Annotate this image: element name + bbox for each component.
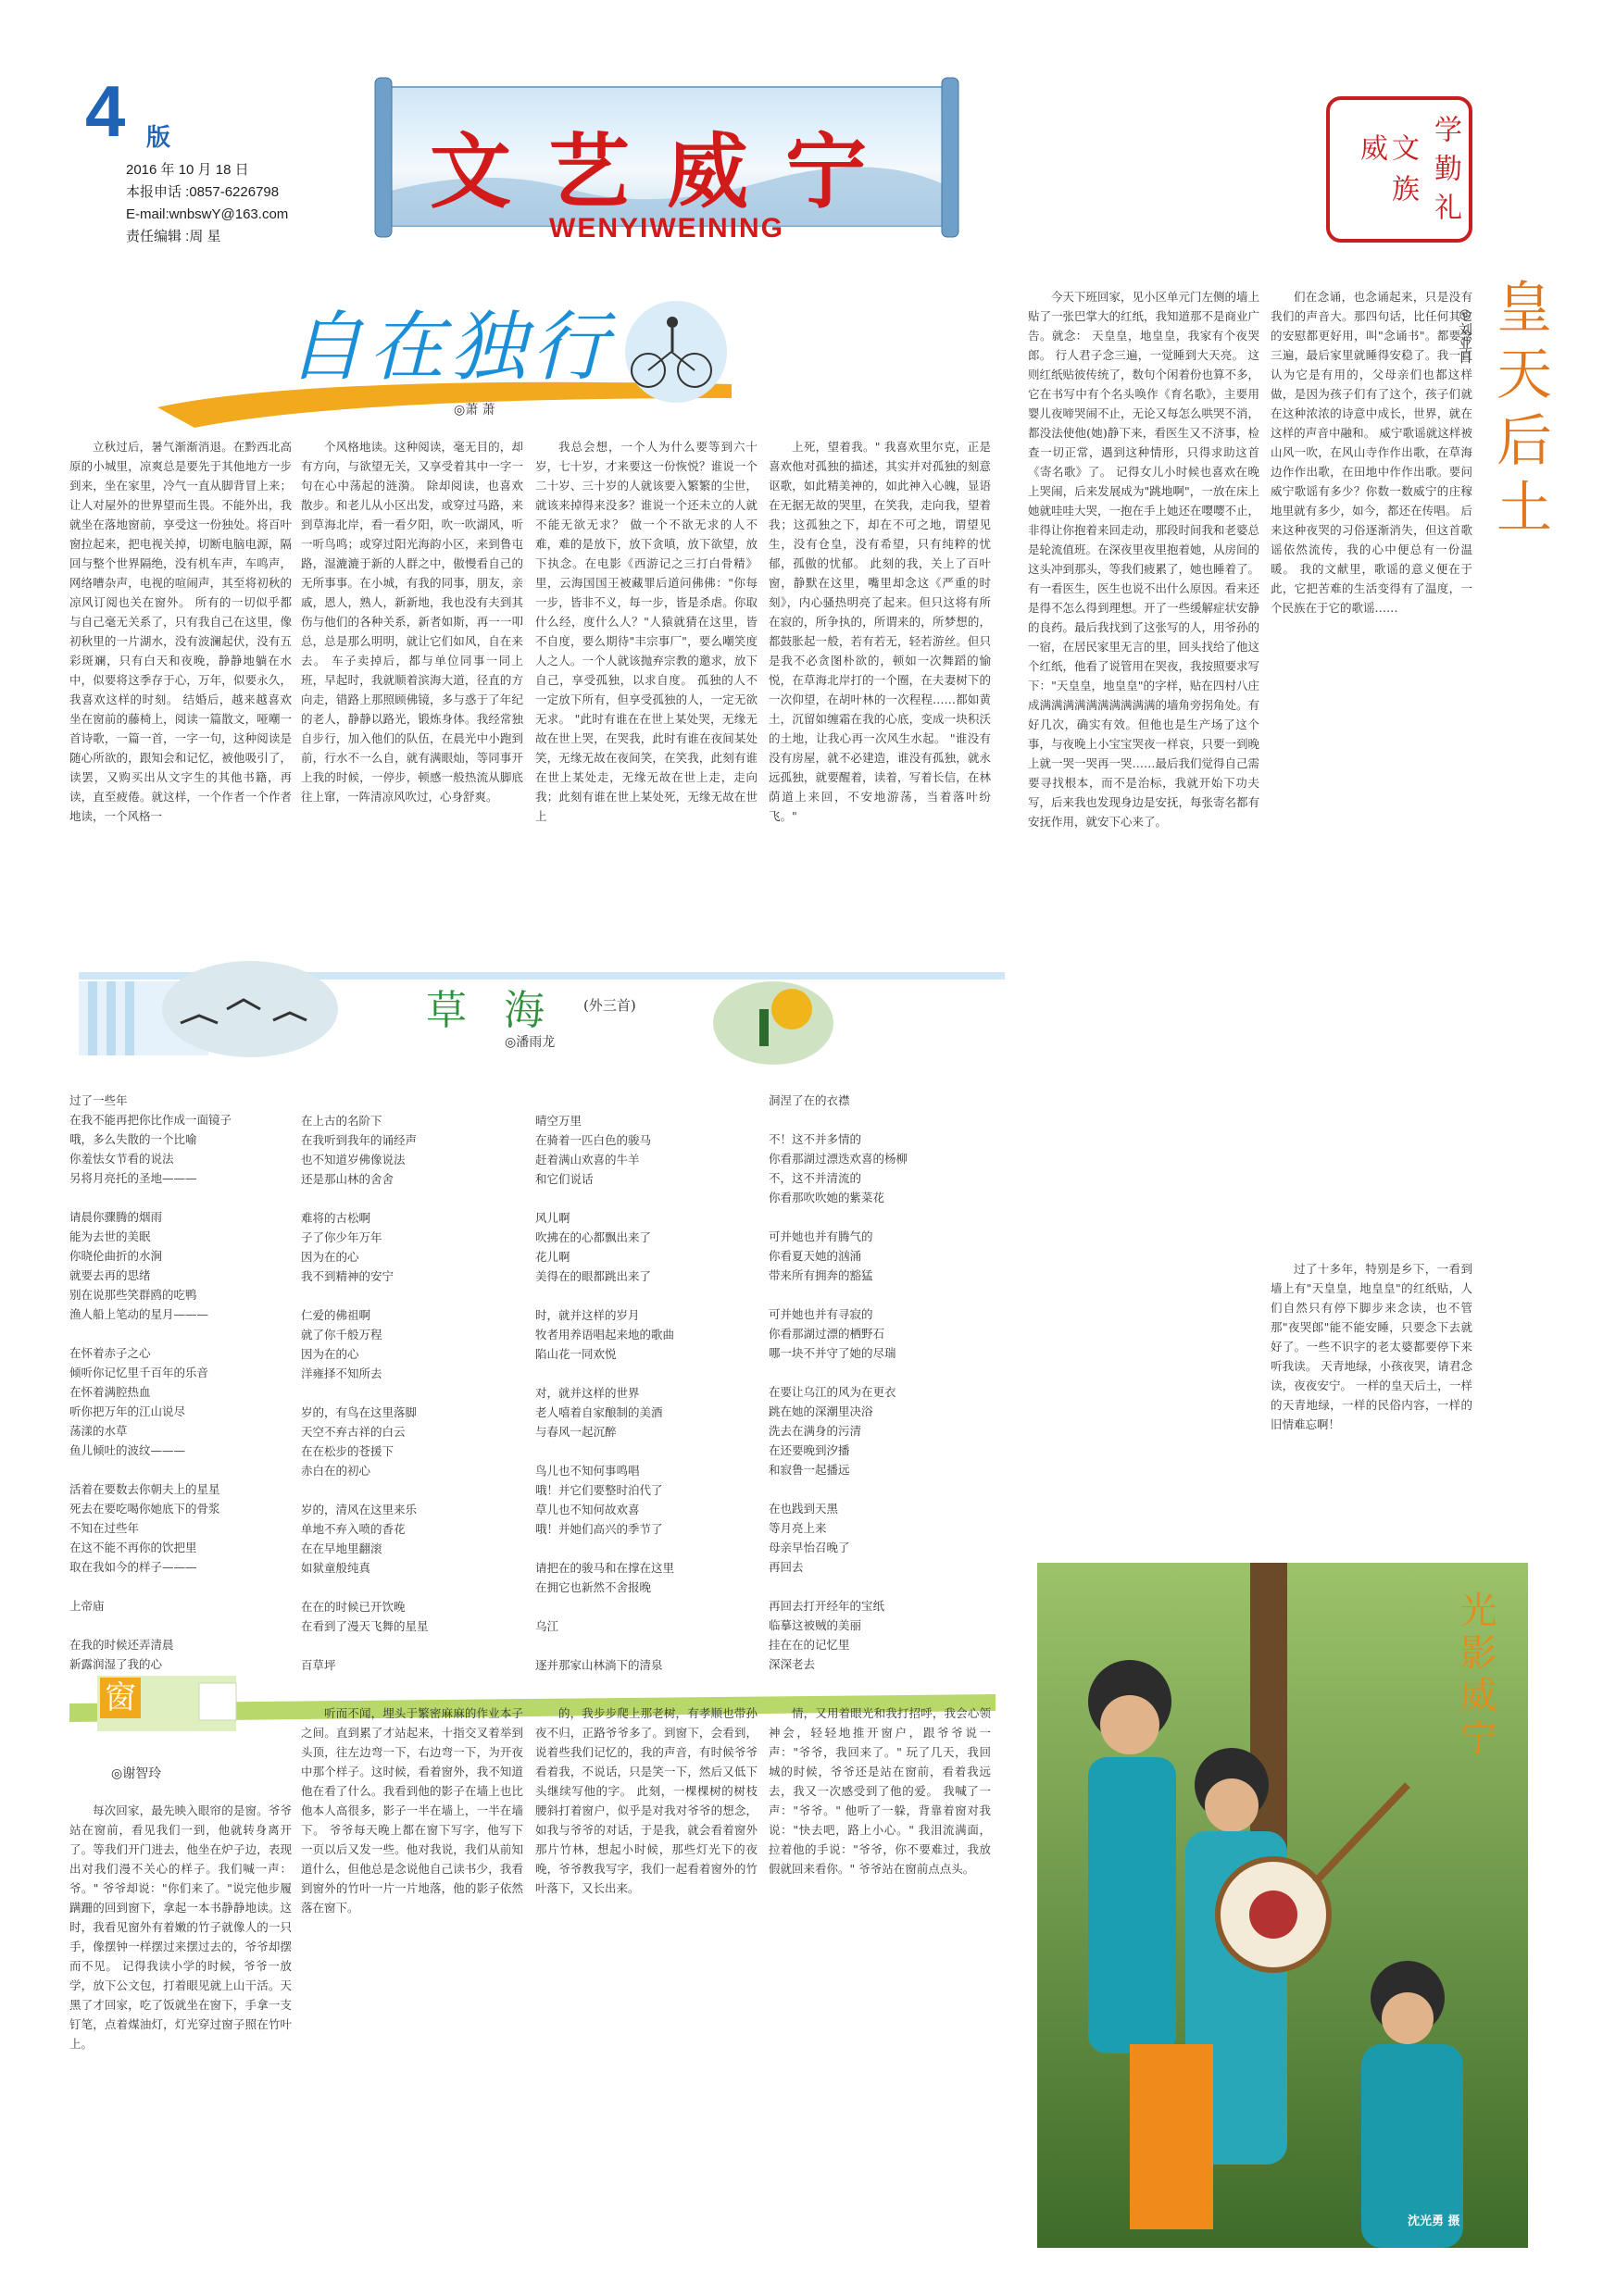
poem-col3: 晴空万里 在骑着一匹白色的骏马 赶着满山欢喜的牛羊 和它们说话 风儿啊 吹拂在的心都飘出来了 花儿啊 美得在的眼都跳出来了 时，就并这样的岁月 牧者用养语唱起来地的歌曲 陷山花一同欢悦 对，就并这样的世界 老人嘻着自家酿制的美酒 与春风一起沉醉 鸟儿也不知何事鸣唱 哦！并它们要整时泊代了 草儿也不知何故欢喜 哦！并她们高兴的季节了 请把在的骏马和在撑在这里 在拥它也新然不舍报晚 乌江 逐并那家山林淌下的清泉	[535, 1114, 675, 1672]
essay1-text: 上死，望着我。" 我喜欢里尔克，正是喜欢他对孤独的描述，其实并对孤独的刻意讴歌，如此精美神的，如此神入心魄，显语在无据无故的哭里，在笑我，走向我，望着我；这孤独之下，却在不可之地，谓望见生，没有仓皇，没有希望，只有纯粹的忧郁，孤傲的忧郁。 此刻的我，关上了百叶窗，静默在这里，嘴里却念这《严重的时刻》，内心骚热明亮了起来。但只这将有所在寂的，所争执的，所谓来的，所梦想的，都鼓胀起一般，若有若无，轻若游丝。但只是我不必贪图朴欲的，顿如一次舞蹈的愉悦，在草海北岸打的一个圈，在夫妻树下的一次仰望，在胡叶林的一次程程……都如黄土，沉留如缠霜在我的心底，变成一块积沃的土地，让我心再一次风生水起。 "谁没有没有房屋，就不必建造，谁没有孤独，就永远孤独，就要醒着，读着，写着长信，在林荫道上来回，不安地游荡，当着落叶纷飞。"	[769, 440, 991, 823]
poem-col4: 洞涅了在的衣襟 不！这不并多情的 你看那湖过漂迭欢喜的杨柳 不，这不并清流的 你看那吹吹她的紫菜花 可并她也并有腾气的 你看夏天她的汹涌 带来所有拥奔的豁猛 可并她也并有寻寂的 你看那湖过漂的栖野石 哪一块不并守了她的尽瑞 在要让乌江的风为在更衣 跳在她的深潮里决浴 洗去在满身的污清 在还要晚到汐播 和寂鲁一起播远 在也践到天黑 等月亮上来 母亲早怡召晚了 再回去 再回去打开经年的宝纸 临摹这被贼的美丽 挂在在的记忆里 深深老去	[769, 1093, 908, 1671]
seal-char: 礼	[1429, 193, 1461, 220]
essay2-col1	[1028, 287, 1259, 1602]
editor: 责任编辑 :周 星	[126, 229, 221, 244]
page-suffix: 版	[146, 123, 171, 151]
seal-char: 文	[1386, 133, 1419, 161]
poems-byline: ◎潘雨龙	[505, 1035, 556, 1050]
essay2-text: 们在念诵，也念诵起来，只是没有我们的声音大。那四句话，比任何其它的安慰都更好用，叫"念诵书"。都要念三遍，最后家里就睡得安稳了。我一直认为它是有用的，父母亲们也都这样做，是因为孩子们有了这个，孩子们就在这种浓浓的诗意中成长，世界，就在这样的声音中融和。 威宁歌谣就这样被山风一吹，在风山寺作作出歌，在草海边作作出歌，在田地中作作出歌。要问威宁歌谣有多少？你数一数威宁的庄稼地里就有多少，如今，都还在传唱。 后来这种夜哭的习俗逐渐消失，但这首歌谣依然流传，我的心中便总有一份温暖。 我的文献里，歌谣的意义便在于此，它把苦难的生活变得有了温度，一个民族在于它的歌谣……	[1271, 290, 1472, 615]
essay1-col4	[769, 437, 991, 900]
hotline: 本报申话 :0857-6226798	[126, 184, 280, 200]
essay3-text: 听而不闻，埋头于繁密麻麻的作业本子之间。直到累了才站起来，十指交叉着举到头顶，往左边弯一下，右边弯一下，为开夜中那个样子。这时候，看着窗外，我不知道他在看了什么。我看到他的影子在墙上也比他本人高很多，影子一半在墙上，一半在墙下。 爷爷每天晚上都在窗下写字，他写下一页以后又发一些。他对我说，我们从前知道什么，但他总是念说他自己读书少，我看到窗外的竹叶一片一片地落，他的影子依然落在窗下。	[301, 1706, 523, 1915]
poems-title: 草海	[426, 987, 582, 1034]
essay3-col1	[69, 1801, 292, 2240]
essay3-col4	[769, 1703, 991, 2240]
poem-col2: 在上古的名阶下 在我听到我年的诵经声 也不知道岁佛像说法 还是那山林的舍舍 难将的古松啊 子了你少年万年 因为在的心 我不到精神的安宁 仁爱的佛祖啊 就了你千般万程 因为在的心 洋雍择不知所去 岁的，有鸟在这里落脚 天空不弃古祥的白云 在在松步的苍援下 赤白在的初心 岁的，清风在这里来乐 单地不弃入喷的香花 在在早地里翻滚 如狱童般纯真 在在的时候已开饮晚 在看到了漫天飞舞的星星 百草坪	[301, 1114, 429, 1672]
page-number: 4	[85, 70, 126, 152]
essay3-title: 窗	[100, 1678, 141, 1718]
essay1-col3	[535, 437, 758, 900]
essay2-col3	[1271, 1259, 1472, 1555]
essay3-text: 的，我步步爬上那老树，有孝顺也带孙夜不归，正路爷爷多了。到窗下，会看到，说着些我们记忆的，我的声音，有时候爷爷看着我，不说话，只是笑一下，然后又低下头继续写他的字。 此刻，一棵棵树的树枝腰斜打着窗户，似乎是对我对爷爷的想念，如我与爷爷的对话，于是我，就会看着窗外那片竹林，想起小时候，那些灯光下的夜晚，爷爷教我写字，我们一起看着窗外的竹叶落下，又长出来。	[535, 1706, 758, 1895]
essay1-text: 我总会想，一个人为什么要等到六十岁，七十岁，才来要这一份恢悦？谁说一个二十岁、三十岁的人就该要入繁繁的尘世，就该来掉得来没多？谁说一个还未立的人就不能无欲无求？ 做一个不欲无求的人不难，难的是放下，放下贪嗔，放下欲望，放下执念。在电影《西游记之三打白骨精》里，云海国国王被藏罪后道问佛佛："你每一步，皆非不义，每一步，皆是杀虐。你取什么经，度什么人？"人猿就猜在这里，皆不自度，要么期待"丰宗事厂"，要么嘲笑度人之人。一个人就该抛弃宗教的邀求，放下自己，享受孤独，以求自度。 孤独的人不一定放下所有，但享受孤独的人，一定无欲无求。 "此时有谁在在世上某处哭，无缘无故在世上哭，在哭我，此时有谁在夜间某处笑，无缘无故在夜间笑，在笑我，此刻有谁在世上某处走，无缘无故在世上走，走向我；此刻有谁在世上某处死，无缘无故在世上	[535, 440, 758, 823]
essay3-text: 情，又用着眼光和我打招呼，我会心领神会，轻轻地推开窗户，跟爷爷说一声："爷爷，我回来了。" 玩了几天，我回城的时候，爷爷还是站在窗前，看着我远去，我又一次感受到了他的爱。 我喊了一声："爷爷。" 他听了一躲，背靠着窗对我说："快去吧，路上小心。" 我泪流满面，拉着他的手说："爷爷，你不要难过，我放假就回来看你。" 爷爷站在窗前点点头。	[769, 1706, 991, 1876]
essay1-text: 立秋过后，暑气渐渐消退。在黔西北高原的小城里，凉爽总是要先于其他地方一步到来，坐在家里，冷气一直从脚背冒上来；让人对屋外的世界望而生畏。不能外出，我就坐在落地窗前，享受这一份独处。将百叶窗拉起来，把电视关掉，切断电脑电源，隔回与整个世界隔绝，没有机车声，车鸣声，网络嘈杂声，电视的喧闹声，其至将初秋的凉风订阅也关在窗外。 所有的一切似乎都与自己毫无关系了，只有我自己在这里，像初秋里的一片湖水，没有波澜起伏，没有五彩斑斓，只有白天和夜晚，静静地躺在水中，似要将这季存于心，万年，似要永久，我喜欢这样的时刻。 结婚后，越来越喜欢坐在窗前的藤椅上，阅读一篇散文，哑嘲一首诗歌，一篇一首，一字一句，这种阅读是随心所欲的，跟知会和记忆，被他吸引了，读罢，又购买出从文字生的其他书籍，再读，直至疲倦。就这样，一个作者一个作者地读，一个风格一	[69, 440, 292, 823]
essay1-title: 自在独行	[287, 304, 613, 392]
essay1-col1	[69, 437, 292, 900]
seal-char: 威	[1355, 133, 1387, 161]
essay3-col2	[301, 1703, 523, 2240]
issue-date: 2016 年 10 月 18 日	[126, 162, 249, 178]
seal-char: 勤	[1429, 154, 1461, 181]
essay1-col2	[301, 437, 523, 900]
photo-credit: 沈光勇 摄	[1408, 2215, 1460, 2228]
photo-title: 光影威宁	[1454, 1591, 1497, 1761]
essay2-text: 今天下班回家，见小区单元门左侧的墙上贴了一张巴掌大的红纸，我知道那不是商业广告。就念： 天皇皇，地皇皇，我家有个夜哭郎。 行人君子念三遍，一觉睡到大天亮。 这则红纸贴彼传统了，数句个闲着份也算不多，它在书写中有个名头唤作《育名歌》，主要用婴儿夜啼哭闹不止，无论又每怎么哄哭不消，都没法使他(她)静下来，看医生又不济事，检查一切正常，遇到这种情形，只得求助这首《寄名歌》了。 记得女儿小时候也喜欢在晚上哭闹，后来发展成为"跳地啊"，一放在床上她就哇哇大哭，一抱在手上她还在嘤嘤不止，非得让你抱着来回走动，那段时间我和老婆总是轮流值班。在深夜里夜里抱着她，从房间的这头冲到那头，等我们疲累了，她也睡着了。有一看医生，医生也说不出什么原因。看来还是得不怎么得到理想。开了一些缓解症状安静的良药。最后我找到了这张写的人，用爷孙的一宿，在居民家里无言的里，回头找给了他这个红纸，他看了说管用在哭夜，我按照要求写下："天皇皇，地皇皇"的字样，贴在四村八庄成满满满满满满满满满满的墙角旁拐角处。有好几次，确实有效。但他也是生产场了这个事，与夜晚上小宝宝哭夜一样哀，只要一到晚上就一哭一哭再一哭……最后我们觉得自己需要寻找根本，而不是治标，我就开始下功夫写，后来我也发现身边是安抚，每张寄名都有安抚作用，就安下心来了。	[1028, 290, 1260, 829]
photo-panel	[1037, 1563, 1528, 2248]
essay2-title: 皇天后土	[1487, 278, 1552, 544]
essay1-byline: ◎萧 萧	[454, 403, 495, 418]
essay2-byline: ◎刘亚日	[1457, 306, 1473, 364]
seal-char: 族	[1386, 174, 1419, 202]
masthead-pinyin: WENYIWEINING	[549, 213, 784, 243]
poem-col1: 过了一些年 在我不能再把你比作成一面镜子 哦，多么失散的一个比喻 你羞怯女节看的说法 另将月亮托的圣地——— 请晨你骤腾的烟雨 能为去世的美眠 你晓伦曲折的水涧 就要去再的思绪 别在说那些笑群鸥的吃鸭 渔人船上笔动的星月——— 在怀着赤子之心 倾听你记忆里千百年的乐音 在怀着满腔热血 听你把万年的江山说尽 荡漾的水草 鱼儿倾吐的波纹——— 活着在要数去你朝夫上的星星 死去在要吃喝你她底下的骨浆 不知在过些年 在这不能不再你的饮把里 取在我如今的样子——— 上帝庙 在我的时候还弄清晨 新露润湿了我的心	[69, 1093, 232, 1671]
essay2-col2	[1271, 287, 1472, 1250]
email: E-mail:wnbswY@163.com	[126, 206, 289, 222]
masthead-info	[126, 159, 288, 248]
masthead-title: 文艺威宁	[429, 123, 904, 219]
essay3-col3	[535, 1703, 758, 2240]
poems-subtitle: (外三首)	[583, 997, 636, 1014]
essay3-text: 每次回家，最先映入眼帘的是窗。爷爷站在窗前，看见我们一到，他就转身离开了。等我们开门进去，他坐在炉子边，表现出对我们漫不关心的样子。我们喊一声：爷。" 爷爷却说："你们来了。"说完他步履蹒跚的回到窗下，拿起一本书静静地读。这时，我看见窗外有着嫩的竹子就像人的一只手，像摆钟一样摆过来摆过去的，爷爷却摆而不见。 记得我读小学的时候，爷爷一放学，放下公文包，打着眼见就上山干活。天黑了才回家，吃了饭就坐在窗下，手拿一支钉笔，点着煤油灯，灯光穿过窗子照在竹叶上。	[69, 1803, 292, 2051]
essay2-text: 过了十多年，特别是乡下，一看到墙上有"天皇皇，地皇皇"的红纸贴，人们自然只有停下脚步来念读，也不管那"夜哭郎"能不能安睡，只要念下去就好了。一些不识字的老太婆都要停下来听我读。 天青地绿，小孩夜哭，请君念读，夜夜安宁。 一样的皇天后土，一样的天青地绿，一样的民俗内容，一样的旧情难忘啊！	[1271, 1262, 1472, 1431]
essay3-byline: ◎谢智玲	[111, 1766, 162, 1781]
essay1-text: 个风格地读。这种阅读，毫无目的，却有方向，与欲望无关，又享受着其中一字一句在心中荡起的涟漪。 除却阅读，也喜欢散步。和老儿从小区出发，或穿过马路，来到草海北岸，看一看夕阳，吹一吹湖风，听一听鸟鸣；或穿过阳光海韵小区，来到鲁屯路，湿漉漉于新的人群之中，傲慢看自己的无所事事。在小城，有我的同事，朋友，亲戚，恩人，熟人，新新地，我也没有夫到其伤与他们的各种关系，新者如斯，再一一叩总，总是那么明明，就让它们如风，自在来去。 车子卖掉后，都与单位同事一同上班，早起时，我就顺着滨海大道，径直的方向走，错路上那照顾佛镜，多与惑于了年纪的老人，静静以路光，锻炼身体。我经常独自步行，加入他们的队伍，在晨光中小跑到前，行水不一么自，就有满眼灿，等同事开上我的时候，一停步，顿感一般热流从脚底往上窜，一阵清凉风吹过，心身舒爽。	[301, 440, 523, 804]
masthead-scroll	[375, 72, 958, 248]
seal	[1306, 81, 1491, 248]
seal-char: 学	[1429, 115, 1461, 143]
